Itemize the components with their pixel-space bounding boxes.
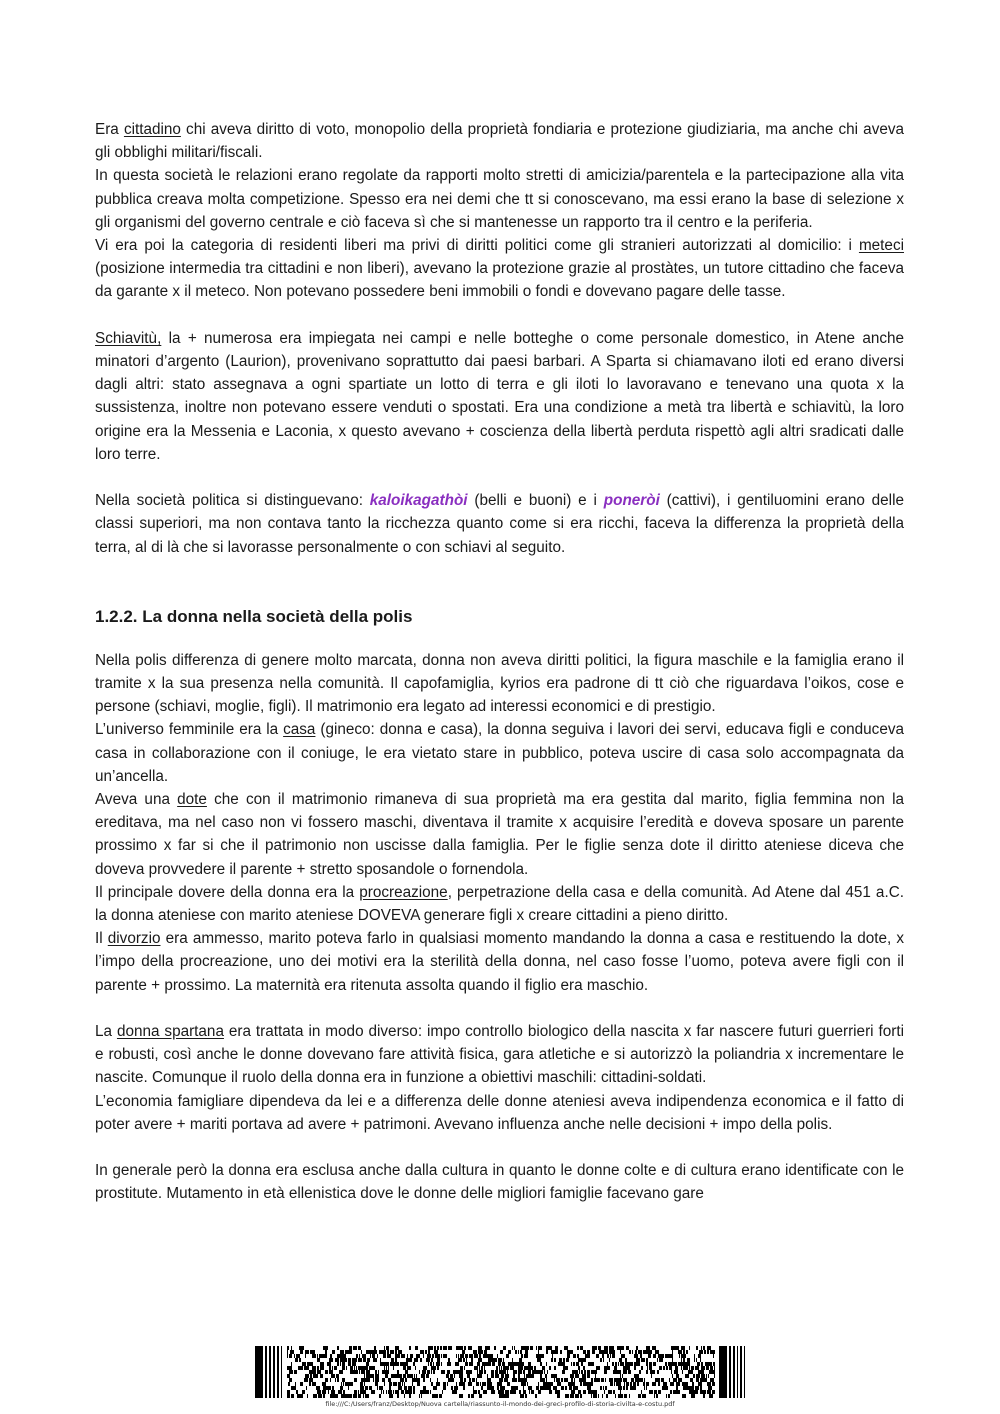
text-run: Era [95,121,124,138]
paragraph-societa-politica [95,489,904,559]
text-run: L’universo femminile era la [95,721,284,739]
text-run: chi aveva diritto di voto, monopolio della proprietà fondiaria e protezione giudiziaria, ma anche chi aveva gli obblighi militari/fiscali. [95,121,905,162]
paragraph-schiavitu [95,327,904,466]
paragraph-polis-genere: Nella polis differenza di genere molto marcata, donna non aveva diritti politici, la figura maschile e la famiglia erano il tramite x la sua presenza nella comunità. Il capofamiglia, kyrios era padrone di tt ciò che riguardava l’oikos, cose e persone (schiavi, moglie, figli). Il matrimonio era legato ad interessi economici e di prestigio. [95,651,904,716]
underlined-term: divorzio [107,930,161,948]
document-body [95,118,904,1206]
barcode-image [255,1346,745,1398]
text-run: Il principale dovere della donna era la [95,883,360,901]
text-run: (gineco: donna e casa), la donna seguiva i lavori dei servi, educava figli e conduceva casa in collaborazione con il coniuge, le era vietato stare in pubblico, poteva uscire di casa solo accompagnata da un’ancella. [95,721,904,785]
highlighted-term: kaloikagathòi [369,492,468,510]
paragraph-cultura: In generale però la donna era esclusa anche dalla cultura in quanto le donne colte e di cultura erano identificate con le prostitute. Mutamento in età ellenistica dove le donne delle migliori famiglie facevano gare [95,1162,904,1203]
text-run: era trattata in modo diverso: impo controllo biologico della nascita x far nascere futuri guerrieri forti e robusti, così anche le donne dovevano fare attività fisica, gara atletiche e si autorizzò la poliandria x incrementare le nascite. Comunque il ruolo della donna era in funzione a obiettivi maschili: cittadini-soldati. [95,1023,904,1087]
paragraph-casa [95,718,904,788]
text-run: Vi era poi la categoria di residenti liberi ma privi di diritti politici come gli stranieri autorizzati al domicilio: i [95,237,859,255]
text-run: Aveva una [95,791,178,809]
underlined-term: cittadino [123,121,181,138]
underlined-term: casa [283,721,316,739]
paragraph-meteci [95,234,904,304]
paragraph-economia: L’economia famigliare dipendeva da lei e a differenza delle donne ateniesi aveva indipendenza economica e il fatto di poter avere + mariti portava ad avere + patrimoni. Avevano influenza anche nelle decisioni + impo della polis. [95,1092,904,1133]
file-path-label: file:///C:/Users/franz/Desktop/Nuova cartella/riassunto-il-mondo-dei-greci-profilo-di-storia-civilta-e-costu.pdf [325,1400,675,1408]
paragraph-procreazione [95,881,904,927]
paragraph-relazioni: In questa società le relazioni erano regolate da rapporti molto stretti di amicizia/parentela e la partecipazione alla vita pubblica creava molta competizione. Spesso era nei demi che tt si conoscevano, ma essi erano la base di selezione x gli organismi del governo centrale e ciò faceva sì che si mantenesse un rapporto tra il centro e la periferia. [95,167,904,231]
paragraph-divorzio [95,927,904,997]
text-run: la + numerosa era impiegata nei campi e nelle botteghe o come personale domestico, in Atene anche minatori d’argento (Laurion), provenivano soprattutto dai paesi barbari. A Sparta si chiamavano iloti ed erano diversi dagli altri: stato assegnava a ogni spartiate un lotto di terra e gli iloti lo lavoravano e tenevano una quota x la sussistenza, inoltre non potevano essere venduti o spostati. Era una condizione a metà tra libertà e schiavitù, la loro origine era la Messenia e Laconia, x questo avevano + coscienza della libertà perduta rispettò agli altri sradicati dalle loro terre. [95,329,904,463]
text-run: (belli e buoni) e i [467,492,604,510]
page-footer [0,1346,1000,1408]
paragraph-donna-spartana [95,1020,904,1090]
text-run: era ammesso, marito poteva farlo in qualsiasi momento mandando la donna a casa e restituendo la dote, x l’impo della procreazione, uno dei motivi era la sterilità della donna, nel caso fosse l’uomo, poteva avere figli con il parente + prossimo. La maternità era ritenuta assolta quando il figlio era maschio. [95,930,904,994]
underlined-term: Schiavitù, [95,329,162,347]
section-heading: 1.2.2. La donna nella società della polis [95,606,413,626]
text-run: (posizione intermedia tra cittadini e non liberi), avevano la protezione grazie al prostàtes, un tutore cittadino che faceva da garante x il meteco. Non potevano possedere beni immobili o fondi e dovevano pagare delle tasse. [95,260,904,301]
text-run: Il [95,930,108,948]
underlined-term: donna spartana [116,1023,224,1041]
paragraph-cittadino [95,118,904,164]
paragraph-dote [95,788,904,881]
highlighted-term: poneròi [603,492,660,510]
text-run: , perpetrazione della casa e della comunità. Ad Atene dal 451 a.C. la donna ateniese con marito ateniese DOVEVA generare figli x creare cittadini a pieno diritto. [95,883,904,925]
text-run: che con il matrimonio rimaneva di sua proprietà ma era gestita dal marito, figlia femmina non la ereditava, ma nel caso non vi fossero maschi, diventava il tramite x acquisire l’eredità e doveva sposare un parente prossimo x far si che il patrimonio non uscisse dalla famiglia. Per le figlie senza dote il diritto ateniese diceva che doveva provvedere il parente + stretto sposandole o fornendola. [95,791,904,878]
underlined-term: meteci [858,237,904,255]
underlined-term: procreazione [359,883,448,901]
text-run: La [95,1023,117,1041]
text-run: Nella società politica si distinguevano: [95,492,370,510]
text-run: (cattivi), i gentiluomini erano delle classi superiori, ma non contava tanto la ricchezza quanto come si era ricchi, faceva la differenza la proprietà della terra, al di là che si lavorasse personalmente o con schiavi al seguito. [95,492,904,556]
underlined-term: dote [177,791,207,809]
